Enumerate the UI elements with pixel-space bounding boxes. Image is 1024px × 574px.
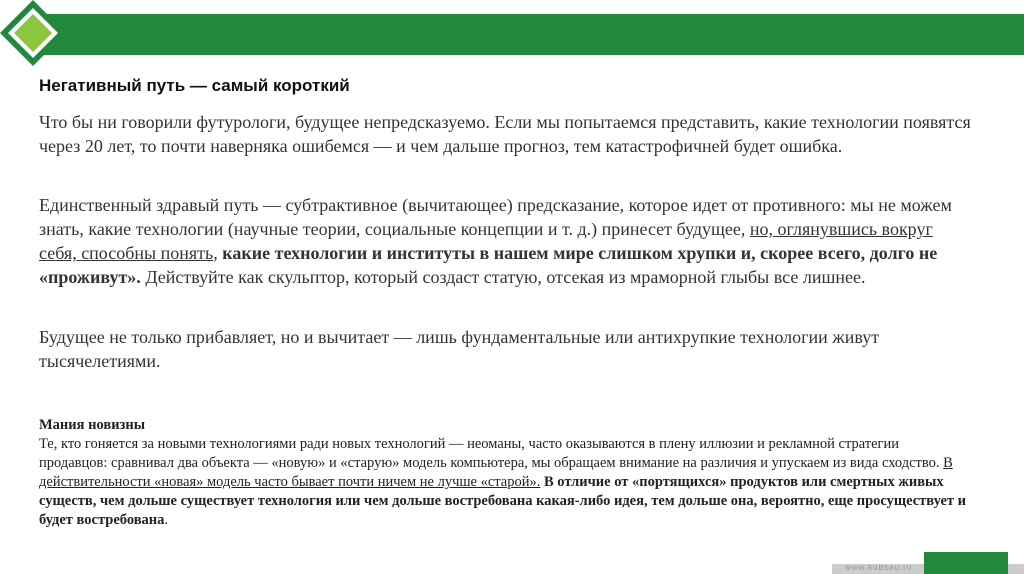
section-neomania (39, 416, 969, 530)
paragraph-subtractive-comma: , (213, 243, 223, 263)
section-end: . (164, 512, 169, 528)
paragraph-subtractive-text-1: Единственный здравый путь — субтрактивное (вычитающее) предсказание, которое идет от противного: мы не можем знать, какие технологии (научные теории, социальные концепции и т. д.) принесет будущее, (39, 195, 952, 239)
paragraph-subtractive-text-2: Действуйте как скульптор, который создаст статую, отсекая из мраморной глыбы все лишнее. (140, 267, 866, 287)
footer-site: www.kubsau.ru (845, 563, 913, 572)
paragraph-future: Будущее не только прибавляет, но и вычитает — лишь фундаментальные или антихрупкие технологии живут тысячелетиями. (39, 327, 880, 371)
bold-phrase: какие технологии и институты в нашем мире слишком хрупки и, скорее всего, долго не «проживут». (39, 243, 938, 287)
footer-accent (924, 552, 1008, 574)
paragraph-subtractive (39, 193, 974, 289)
underlined-phrase: но, оглянувшись вокруг себя, способны понять (39, 219, 933, 263)
section-text-1: Те, кто гоняется за новыми технологиями ради новых технологий — неоманы, часто оказываются в плену иллюзии и рекламной стратегии продавцов: сравнивал два объекта — «новую» и «старую» модель компьютера, мы обращаем внимание на различия и упускаем из вида сходство. (39, 436, 944, 471)
paragraph-forecast: Что бы ни говорили футурологи, будущее непредсказуемо. Если мы попытаемся представить, какие технологии появятся через 20 лет, то почти наверняка ошибемся — и чем дальше прогноз, тем катастрофичней будет ошибка. (39, 112, 971, 156)
page-title: Негативный путь — самый короткий (39, 76, 350, 95)
logo-diamond-icon (0, 0, 72, 72)
section-bold: В отличие от «портящихся» продуктов или смертных живых существ, чем дольше существует технология или чем дольше востребована какая-либо идея, тем дольше она, вероятно, еще просуществует и будет востребована (39, 474, 966, 528)
section-underlined: В действительности «новая» модель часто бывает почти ничем не лучше «старой». (39, 455, 953, 490)
section-title: Мания новизны (39, 417, 146, 433)
header-bar (26, 14, 1024, 55)
